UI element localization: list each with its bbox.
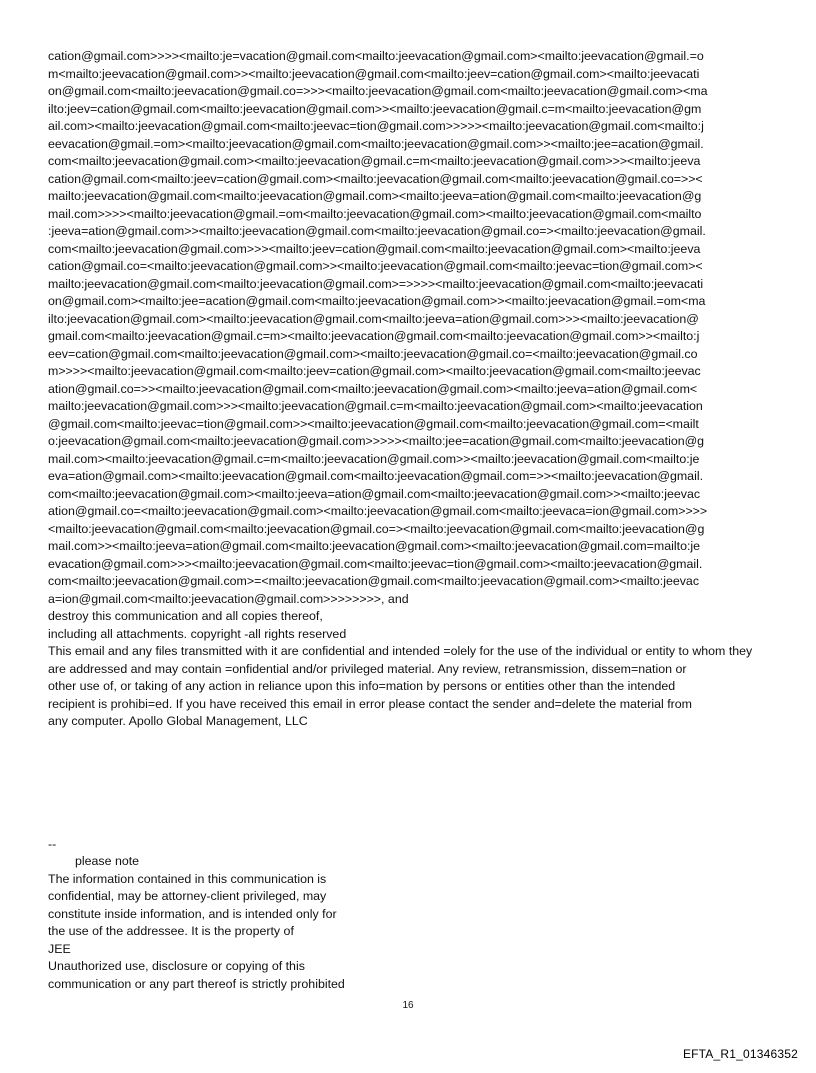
text-line: other use of, or taking of any action in reliance upon this info=mation by persons or entities other than the intended — [48, 679, 676, 693]
signature-separator: -- — [48, 836, 57, 851]
bates-number: EFTA_R1_01346352 — [682, 1047, 798, 1061]
text-line: com<mailto:jeevacation@gmail.com>>><mailto:jeev=cation@gmail.com<mailto:jeevacation@gmail.com><mailto:jeeva — [48, 241, 701, 256]
notice-line: JEE — [48, 941, 71, 956]
text-line: com<mailto:jeevacation@gmail.com><mailto:jeevacation@gmail.c=m<mailto:jeevacation@gmail.com>>><mailto:jeeva — [48, 154, 701, 168]
text-line: com<mailto:jeevacation@gmail.com><mailto:jeeva=ation@gmail.com<mailto:jeevacation@gmail.com>><mailto:jeevac — [48, 486, 701, 501]
email-body — [48, 48, 770, 993]
please-note-label: please note — [75, 854, 140, 868]
text-line: com<mailto:jeevacation@gmail.com>=<mailto:jeevacation@gmail.com<mailto:jeevacation@gmail.com><mailto:jeevac — [48, 574, 700, 588]
notice-line: the use of the addressee. It is the property of — [48, 924, 294, 938]
text-line: recipient is prohibi=ed. If you have received this email in error please contact the sender and=delete the material from — [48, 696, 692, 711]
text-line: evacation@gmail.com>>><mailto:jeevacation@gmail.com<mailto:jeevac=tion@gmail.com><mailto:jeevacation@gmail. — [48, 556, 703, 571]
text-line: including all attachments. copyright -all rights reserved — [48, 626, 347, 641]
text-line: ation@gmail.co=<mailto:jeevacation@gmail.com><mailto:jeevacation@gmail.com<mailto:jeevaca=ion@gmail.com>>>> — [48, 504, 708, 518]
text-line: cation@gmail.com<mailto:jeev=cation@gmail.com><mailto:jeevacation@gmail.com<mailto:jeevacation@gmail.co=>>< — [48, 171, 703, 186]
text-line: are addressed and may contain =onfidential and/or privileged material. Any review, retransmission, dissem=nation or — [48, 661, 687, 676]
text-line: destroy this communication and all copies thereof, — [48, 609, 323, 623]
page-number: 16 — [402, 1000, 414, 1011]
notice-line: constitute inside information, and is intended only for — [48, 906, 337, 921]
notice-line: confidential, may be attorney-client privileged, may — [48, 889, 327, 903]
notice-line: The information contained in this communication is — [48, 871, 327, 886]
text-line: a=ion@gmail.com<mailto:jeevacation@gmail.com>>>>>>>>, and — [48, 591, 409, 606]
text-line: ilto:jeev=cation@gmail.com<mailto:jeevacation@gmail.com>><mailto:jeevacation@gmail.c=m<mailto:jeevacation@gm — [48, 101, 702, 116]
text-line: eva=ation@gmail.com><mailto:jeevacation@gmail.com<mailto:jeevacation@gmail.com=>><mailto:jeevacation@gmail. — [48, 469, 704, 483]
email-quoted-text — [48, 48, 770, 731]
text-line: mail.com>><mailto:jeeva=ation@gmail.com<mailto:jeevacation@gmail.com><mailto:jeevacation@gmail.com=mailto:je — [48, 539, 701, 553]
text-line: any computer. Apollo Global Management, LLC — [48, 714, 308, 728]
notice-line: communication or any part thereof is strictly prohibited — [48, 976, 345, 991]
text-line: o:jeevacation@gmail.com<mailto:jeevacation@gmail.com>>>>><mailto:jee=acation@gmail.com<mailto:jeevacation@g — [48, 434, 705, 448]
text-line: mailto:jeevacation@gmail.com<mailto:jeevacation@gmail.com>=>>>><mailto:jeevacation@gmail.com<mailto:jeevacati — [48, 276, 704, 291]
text-line: m<mailto:jeevacation@gmail.com>><mailto:jeevacation@gmail.com<mailto:jeev=cation@gmail.com><mailto:jeevacati — [48, 66, 700, 81]
text-line: eevacation@gmail.=om><mailto:jeevacation@gmail.com<mailto:jeevacation@gmail.com>><mailto:jee=acation@gmail. — [48, 136, 704, 151]
text-line: ilto:jeevacation@gmail.com><mailto:jeevacation@gmail.com<mailto:jeeva=ation@gmail.com>>><mailto:jeevacation@ — [48, 311, 699, 326]
text-line: on@gmail.com><mailto:jee=acation@gmail.com<mailto:jeevacation@gmail.com>><mailto:jeevacation@gmail.=om<ma — [48, 294, 706, 308]
text-line: mail.com><mailto:jeevacation@gmail.c=m<mailto:jeevacation@gmail.com>><mailto:jeevacation@gmail.com<mailto:je — [48, 451, 700, 466]
text-line: This email and any files transmitted with it are confidential and intended =olely for the use of the individual or entity to whom they — [48, 644, 753, 658]
text-line: mailto:jeevacation@gmail.com<mailto:jeevacation@gmail.com><mailto:jeeva=ation@gmail.com<mailto:jeevacation@g — [48, 189, 702, 203]
text-line: ation@gmail.co=>><mailto:jeevacation@gmail.com<mailto:jeevacation@gmail.com><mailto:jeeva=ation@gmail.com< — [48, 381, 698, 396]
text-line: cation@gmail.co=<mailto:jeevacation@gmail.com>><mailto:jeevacation@gmail.com<mailto:jeevac=tion@gmail.com>< — [48, 259, 703, 273]
notice-line: Unauthorized use, disclosure or copying of this — [48, 959, 305, 973]
text-line: ail.com><mailto:jeevacation@gmail.com<mailto:jeevac=tion@gmail.com>>>>><mailto:jeevacation@gmail.com<mailto:j — [48, 119, 704, 133]
text-line: :jeeva=ation@gmail.com>><mailto:jeevacation@gmail.com<mailto:jeevacation@gmail.co=><mailto:jeevacation@gmail. — [48, 224, 706, 238]
text-line: eev=cation@gmail.com<mailto:jeevacation@gmail.com><mailto:jeevacation@gmail.co=<mailto:jeevacation@gmail.co — [48, 346, 698, 361]
text-line: gmail.com<mailto:jeevacation@gmail.c=m><mailto:jeevacation@gmail.com<mailto:jeevacation@gmail.com>><mailto:j — [48, 329, 700, 343]
text-line: mail.com>>>><mailto:jeevacation@gmail.=om<mailto:jeevacation@gmail.com><mailto:jeevacation@gmail.com<mailto — [48, 206, 702, 221]
text-line: <mailto:jeevacation@gmail.com<mailto:jeevacation@gmail.co=><mailto:jeevacation@gmail.com<mailto:jeevacation@g — [48, 521, 705, 536]
text-line: m>>>><mailto:jeevacation@gmail.com<mailto:jeev=cation@gmail.com><mailto:jeevacation@gmail.com<mailto:jeevac — [48, 364, 701, 378]
text-line: @gmail.com<mailto:jeevac=tion@gmail.com>><mailto:jeevacation@gmail.com<mailto:jeevacation@gmail.com=<mailt — [48, 416, 699, 431]
text-line: on@gmail.com<mailto:jeevacation@gmail.co=>>><mailto:jeevacation@gmail.com<mailto:jeevacation@gmail.com><ma — [48, 84, 708, 98]
text-line: mailto:jeevacation@gmail.com>>><mailto:jeevacation@gmail.c=m<mailto:jeevacation@gmail.com><mailto:jeevacation — [48, 399, 703, 413]
confidentiality-notice — [48, 871, 770, 994]
blank-gap — [48, 731, 770, 836]
text-line: cation@gmail.com>>>><mailto:je=vacation@gmail.com<mailto:jeevacation@gmail.com><mailto:jeevacation@gmail.=o — [48, 49, 704, 63]
